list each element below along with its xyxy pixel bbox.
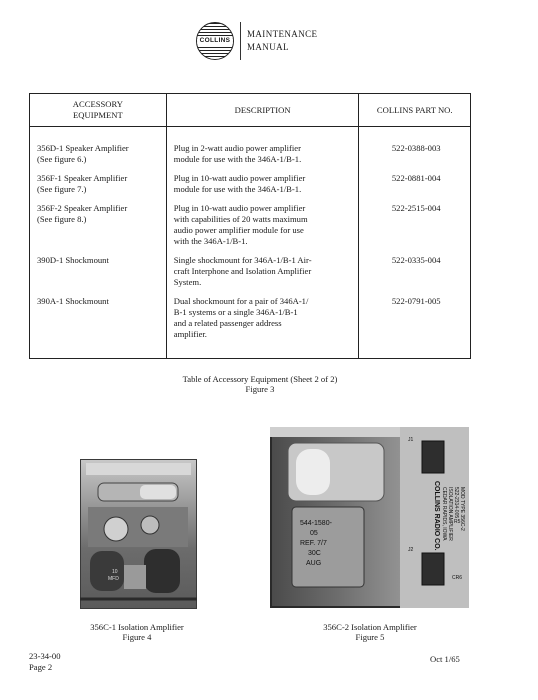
cell-description: Dual shockmount for a pair of 346A-1/ B-1 systems or a single 346A-1/B-1 and a related passenger address amplifier. (166, 296, 359, 359)
nameplate-line-3: ISOLATION AMPLIFIER (447, 487, 453, 541)
cell-equipment: 390A-1 Shockmount (30, 296, 167, 359)
accessory-table (29, 93, 471, 359)
transformer-label-3: REF. 7/7 (300, 540, 327, 547)
manual-title-line1: MAINTENANCE (247, 29, 318, 39)
figure-5-number: Figure 5 (355, 632, 385, 642)
footer-left (29, 651, 61, 673)
photo-356c-1-drawing (80, 459, 197, 609)
cell-equipment: 356D-1 Speaker Amplifier (See figure 6.) (30, 127, 167, 174)
table-row (30, 255, 471, 296)
cell-description: Single shockmount for 346A-1/B-1 Air- craft Interphone and Isolation Amplifier System. (166, 255, 359, 296)
collins-logo (196, 22, 234, 60)
r5-label: R5 (454, 519, 461, 525)
cr6-label: CR6 (452, 575, 463, 581)
column-header-equipment: ACCESSORY EQUIPMENT (30, 94, 167, 127)
page-header (196, 22, 317, 60)
table-row (30, 296, 471, 359)
j2-label: J2 (408, 547, 414, 553)
photo-356c-1-isolation-amplifier (80, 459, 197, 609)
nameplate-line-1: COLLINS RADIO CO. (433, 481, 440, 551)
transformer-label-1: 544-1580- (300, 520, 332, 527)
cell-part-no: 522-0791-005 (359, 296, 471, 359)
cell-description: Plug in 2-watt audio power amplifier module for use with the 346A-1/B-1. (166, 127, 359, 174)
figure-5-caption (290, 622, 450, 642)
table-header-row (30, 94, 471, 127)
photo-356c-2-isolation-amplifier (270, 427, 469, 608)
figure-4-number: Figure 4 (122, 632, 152, 642)
cell-part-no: 522-2515-004 (359, 203, 471, 255)
transformer-label-4: 30C (308, 550, 321, 557)
nameplate-line-2: CEDAR RAPIDS, IOWA (441, 487, 447, 541)
j1-label: J1 (408, 437, 414, 443)
cell-description: Plug in 10-watt audio power amplifier with capabilities of 20 watts maximum audio power amplifier module for use with the 346A-1/B-1. (166, 203, 359, 255)
manual-title (247, 28, 317, 54)
photo-356c-2-drawing (270, 427, 469, 608)
figure-5-title: 356C-2 Isolation Amplifier (323, 622, 417, 632)
table-row (30, 203, 471, 255)
footer-date: Oct 1/65 (430, 654, 460, 664)
manual-title-line2: MANUAL (247, 42, 289, 52)
header-divider (240, 22, 241, 60)
logo-text: COLLINS (196, 36, 234, 46)
cell-equipment: 356F-1 Speaker Amplifier (See figure 7.) (30, 173, 167, 203)
table-caption-title: Table of Accessory Equipment (Sheet 2 of 2) (182, 374, 338, 384)
transformer-label-2: 05 (310, 530, 318, 537)
capacitor-label-2: MFD (108, 576, 119, 582)
doc-number: 23-34-00 (29, 651, 61, 661)
capacitor-label-1: 10 (112, 569, 118, 575)
cell-part-no: 522-0335-004 (359, 255, 471, 296)
table-caption (130, 374, 390, 394)
cell-part-no: 522-0388-003 (359, 127, 471, 174)
nameplate-line-5: MOD TYPE 356C-2 (459, 487, 465, 531)
figure-4-caption (62, 622, 212, 642)
transformer-label-5: AUG (306, 560, 322, 567)
table-row (30, 173, 471, 203)
table-row (30, 127, 471, 174)
column-header-description: DESCRIPTION (166, 94, 359, 127)
cell-description: Plug in 10-watt audio power amplifier module for use with the 346A-1/B-1. (166, 173, 359, 203)
cell-equipment: 356F-2 Speaker Amplifier (See figure 8.) (30, 203, 167, 255)
nameplate-line-4: 522-2314-005 (453, 487, 459, 519)
cell-part-no: 522-0881-004 (359, 173, 471, 203)
figure-4-title: 356C-1 Isolation Amplifier (90, 622, 184, 632)
cell-equipment: 390D-1 Shockmount (30, 255, 167, 296)
table-caption-figure: Figure 3 (245, 384, 275, 394)
column-header-part-no: COLLINS PART NO. (359, 94, 471, 127)
page-number: Page 2 (29, 662, 53, 672)
